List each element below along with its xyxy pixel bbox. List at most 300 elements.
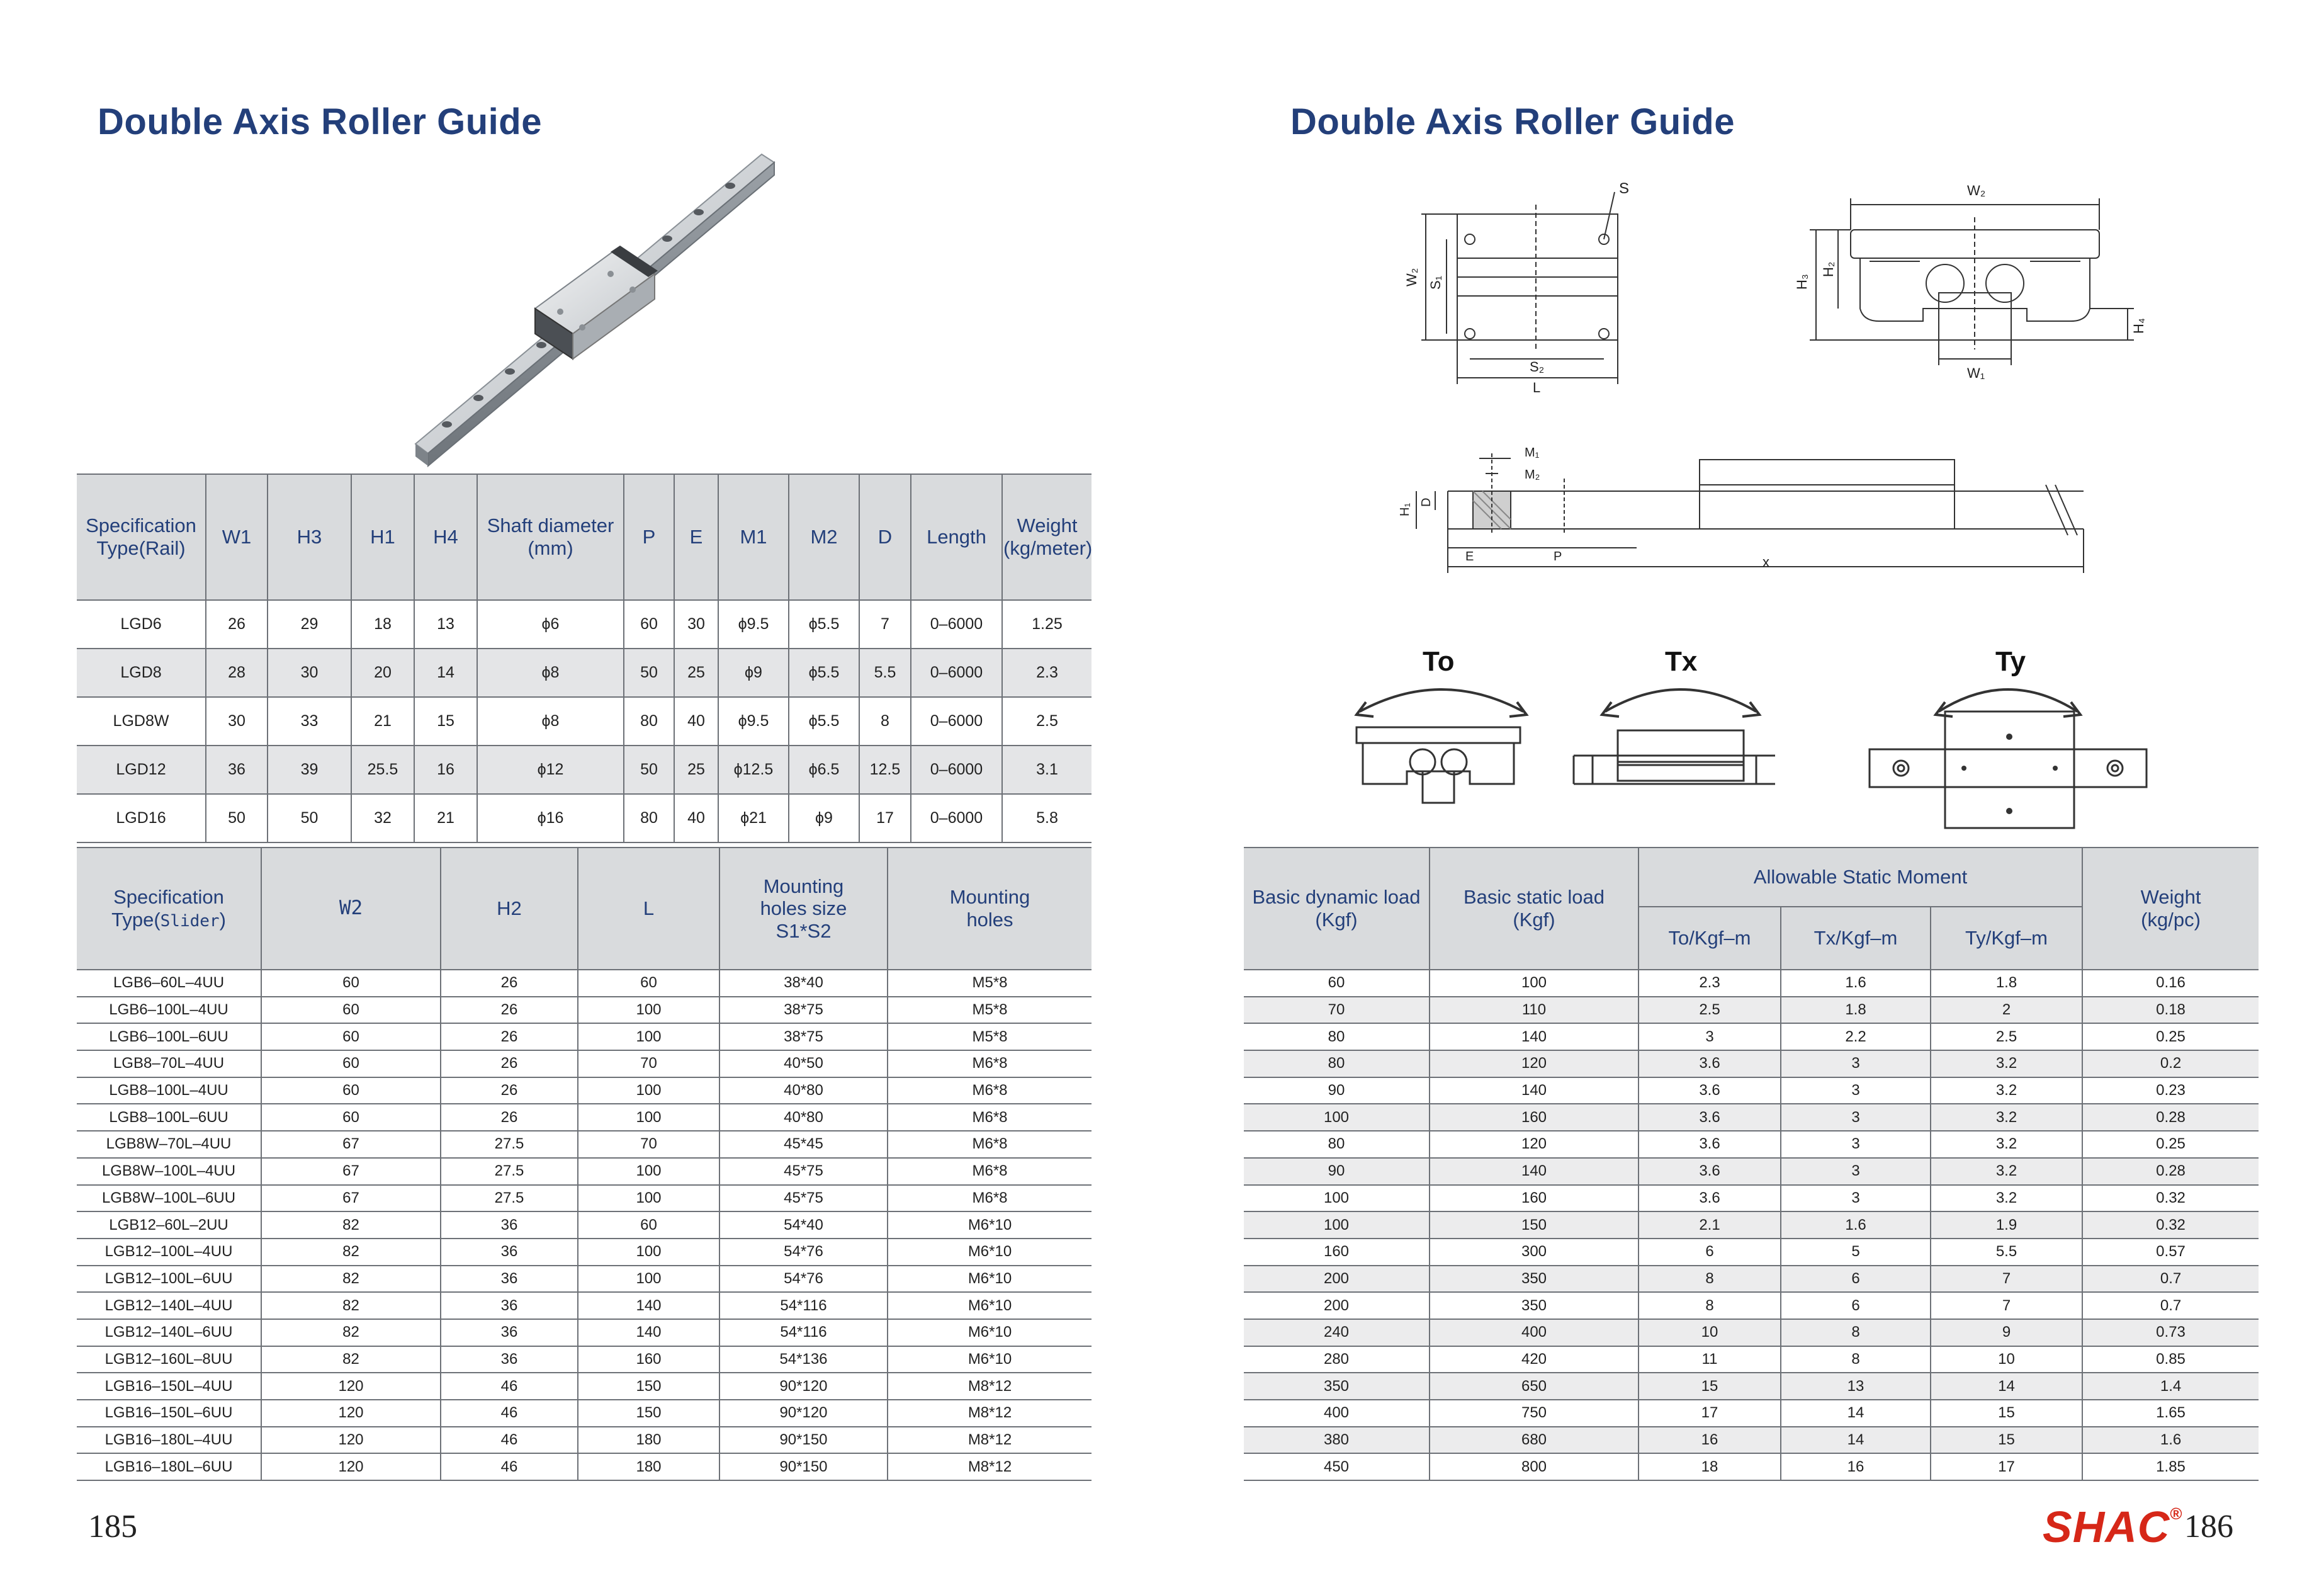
rail-header-h3: H3: [268, 474, 351, 600]
table-cell: 40*80: [719, 1104, 888, 1131]
load-table-row: [1244, 1131, 2259, 1158]
table-cell: 100: [578, 997, 719, 1024]
slider-table-row: [77, 1319, 1091, 1346]
end-view-diagram: [1763, 179, 2153, 394]
table-cell: 6: [1781, 1292, 1931, 1319]
rail-header-shaft: Shaft diameter (mm): [477, 474, 624, 600]
slider-table-row: [77, 1131, 1091, 1158]
table-cell: 0.28: [2082, 1158, 2259, 1185]
table-cell: 3: [1639, 1023, 1781, 1050]
table-cell: 25: [674, 649, 718, 697]
table-cell: 82: [261, 1239, 441, 1266]
load-table-row: [1244, 1292, 2259, 1319]
table-cell: M6*10: [888, 1239, 1091, 1266]
table-cell: 1.4: [2082, 1373, 2259, 1400]
rail-header-length: Length: [911, 474, 1002, 600]
table-cell: LGB6–100L–4UU: [77, 997, 261, 1024]
table-cell: 150: [578, 1400, 719, 1427]
table-cell: 8: [1639, 1266, 1781, 1293]
table-cell: 2.2: [1781, 1023, 1931, 1050]
table-cell: LGB12–140L–4UU: [77, 1292, 261, 1319]
load-table-row: [1244, 1077, 2259, 1104]
table-cell: 70: [1244, 997, 1430, 1024]
rail-table-row: [77, 600, 1091, 649]
page-title-left: Double Axis Roller Guide: [98, 101, 542, 142]
table-cell: 0–6000: [911, 794, 1002, 842]
table-cell: 13: [1781, 1373, 1931, 1400]
load-table-row: [1244, 1373, 2259, 1400]
table-cell: 100: [578, 1077, 719, 1104]
table-cell: 16: [1781, 1453, 1931, 1480]
label-s2: S₂: [1530, 359, 1545, 375]
table-cell: ϕ8: [477, 649, 624, 697]
load-table-row: [1244, 1158, 2259, 1185]
slider-table-row: [77, 1023, 1091, 1050]
table-cell: 36: [441, 1266, 578, 1293]
table-cell: 14: [1931, 1373, 2082, 1400]
table-cell: 7: [1931, 1266, 2082, 1293]
table-cell: 0–6000: [911, 649, 1002, 697]
rail-spec-table: [77, 474, 1091, 843]
table-cell: 60: [624, 600, 674, 649]
table-cell: 3: [1781, 1104, 1931, 1131]
label-s1: S₁: [1428, 275, 1443, 290]
table-cell: 3.6: [1639, 1104, 1781, 1131]
label-s: S: [1619, 180, 1630, 197]
slider-table-row: [77, 1266, 1091, 1293]
table-cell: LGB12–100L–4UU: [77, 1239, 261, 1266]
moment-tx-diagram: [1567, 642, 1775, 819]
table-cell: 46: [441, 1373, 578, 1400]
table-cell: 67: [261, 1158, 441, 1185]
table-cell: 14: [1781, 1427, 1931, 1454]
label-tx: Tx: [1665, 646, 1698, 677]
table-cell: LGB12–160L–8UU: [77, 1346, 261, 1373]
table-cell: 26: [441, 1077, 578, 1104]
table-cell: 160: [578, 1346, 719, 1373]
table-cell: 10: [1639, 1319, 1781, 1346]
table-cell: 0.73: [2082, 1319, 2259, 1346]
table-cell: 50: [268, 794, 351, 842]
load-header-dynamic: Basic dynamic load (Kgf): [1244, 848, 1430, 970]
table-cell: 180: [578, 1427, 719, 1454]
table-cell: M6*8: [888, 1131, 1091, 1158]
load-table-row: [1244, 1239, 2259, 1266]
table-cell: 0.32: [2082, 1185, 2259, 1212]
table-cell: 0.23: [2082, 1077, 2259, 1104]
rail-table-row: [77, 697, 1091, 746]
page-number-right: 186: [2184, 1509, 2233, 1545]
table-cell: 15: [1931, 1400, 2082, 1427]
table-cell: ϕ5.5: [789, 600, 859, 649]
table-cell: 54*116: [719, 1292, 888, 1319]
table-cell: 18: [1639, 1453, 1781, 1480]
table-cell: 60: [261, 1077, 441, 1104]
table-cell: 100: [1244, 1211, 1430, 1239]
table-cell: 800: [1430, 1453, 1639, 1480]
table-cell: 30: [268, 649, 351, 697]
load-table-row: [1244, 1211, 2259, 1239]
rail-header-h4: H4: [414, 474, 477, 600]
slider-header-spec-line2b: Slider: [160, 911, 220, 931]
table-cell: 40*50: [719, 1050, 888, 1077]
load-table-row: [1244, 1266, 2259, 1293]
slider-table-row: [77, 1211, 1091, 1239]
table-cell: 160: [1430, 1185, 1639, 1212]
table-cell: 39: [268, 746, 351, 794]
table-cell: 350: [1244, 1373, 1430, 1400]
table-cell: 2.1: [1639, 1211, 1781, 1239]
table-cell: 2.5: [1002, 697, 1091, 746]
moment-ty-diagram: [1863, 642, 2153, 831]
table-cell: 60: [1244, 970, 1430, 997]
slider-table-row: [77, 1346, 1091, 1373]
load-table-row: [1244, 970, 2259, 997]
label-l: L: [1533, 380, 1541, 394]
table-cell: M6*10: [888, 1211, 1091, 1239]
table-cell: 25: [674, 746, 718, 794]
slider-table-row: [77, 1373, 1091, 1400]
table-cell: 50: [206, 794, 268, 842]
table-cell: 140: [578, 1292, 719, 1319]
table-cell: 29: [268, 600, 351, 649]
table-cell: M6*10: [888, 1319, 1091, 1346]
table-cell: 26: [441, 997, 578, 1024]
slider-table-row: [77, 1050, 1091, 1077]
table-cell: 38*75: [719, 1023, 888, 1050]
slider-table-row: [77, 997, 1091, 1024]
table-cell: ϕ8: [477, 697, 624, 746]
table-cell: 33: [268, 697, 351, 746]
load-table-row: [1244, 1050, 2259, 1077]
table-cell: M6*8: [888, 1158, 1091, 1185]
table-cell: 36: [441, 1239, 578, 1266]
label-w2: W₂: [1404, 268, 1419, 286]
table-cell: 350: [1430, 1292, 1639, 1319]
table-cell: 90: [1244, 1158, 1430, 1185]
slider-table-row: [77, 1292, 1091, 1319]
table-cell: 16: [414, 746, 477, 794]
table-cell: LGD8W: [77, 697, 206, 746]
table-cell: 60: [261, 1050, 441, 1077]
top-view-diagram: [1397, 179, 1662, 394]
label-m1: M₁: [1525, 446, 1540, 460]
label-h4: H₄: [2131, 318, 2146, 334]
load-header-to: To/Kgf–m: [1639, 907, 1781, 970]
table-cell: LGB8W–100L–6UU: [77, 1185, 261, 1212]
slider-header-spec: [77, 848, 261, 970]
table-cell: 1.8: [1781, 997, 1931, 1024]
label-m2: M₂: [1525, 468, 1540, 482]
table-cell: 14: [414, 649, 477, 697]
table-cell: 750: [1430, 1400, 1639, 1427]
table-cell: 100: [578, 1023, 719, 1050]
load-table-row: [1244, 1400, 2259, 1427]
slider-header-w2: W2: [261, 848, 441, 970]
rail-header-row: [77, 474, 1091, 600]
slider-header-holes: Mounting holes: [888, 848, 1091, 970]
table-cell: 140: [1430, 1158, 1639, 1185]
table-cell: 3.6: [1639, 1131, 1781, 1158]
slider-header-spec-line1: Specification: [113, 886, 224, 909]
table-cell: 26: [441, 1104, 578, 1131]
table-cell: 7: [859, 600, 911, 649]
table-cell: 650: [1430, 1373, 1639, 1400]
table-cell: 8: [1639, 1292, 1781, 1319]
table-cell: M6*8: [888, 1185, 1091, 1212]
slider-header-spec-line2a: Type(: [111, 908, 161, 931]
table-cell: 1.25: [1002, 600, 1091, 649]
load-table-row: [1244, 1185, 2259, 1212]
table-cell: LGB8–100L–4UU: [77, 1077, 261, 1104]
table-cell: M8*12: [888, 1400, 1091, 1427]
slider-table-row: [77, 1185, 1091, 1212]
load-moment-table: [1244, 847, 2259, 1481]
table-cell: 32: [351, 794, 414, 842]
slider-spec-table: [77, 847, 1091, 1481]
table-cell: ϕ16: [477, 794, 624, 842]
table-cell: 140: [1430, 1023, 1639, 1050]
table-cell: 3.2: [1931, 1104, 2082, 1131]
rail-header-m1: M1: [718, 474, 789, 600]
table-cell: M6*8: [888, 1050, 1091, 1077]
table-cell: ϕ12: [477, 746, 624, 794]
table-cell: M5*8: [888, 997, 1091, 1024]
table-cell: 3.2: [1931, 1050, 2082, 1077]
table-cell: LGB12–140L–6UU: [77, 1319, 261, 1346]
table-cell: 100: [578, 1158, 719, 1185]
table-cell: LGB12–100L–6UU: [77, 1266, 261, 1293]
table-cell: 30: [206, 697, 268, 746]
table-cell: 38*40: [719, 970, 888, 997]
table-cell: M6*10: [888, 1292, 1091, 1319]
table-cell: 300: [1430, 1239, 1639, 1266]
table-cell: 25.5: [351, 746, 414, 794]
table-cell: 5.8: [1002, 794, 1091, 842]
table-cell: 17: [859, 794, 911, 842]
rail-header-p: P: [624, 474, 674, 600]
table-cell: LGB16–180L–6UU: [77, 1453, 261, 1480]
table-cell: 200: [1244, 1266, 1430, 1293]
table-cell: 18: [351, 600, 414, 649]
slider-table-row: [77, 970, 1091, 997]
table-cell: 350: [1430, 1266, 1639, 1293]
table-cell: M8*12: [888, 1427, 1091, 1454]
table-cell: 1.8: [1931, 970, 2082, 997]
table-cell: 110: [1430, 997, 1639, 1024]
table-cell: 21: [414, 794, 477, 842]
table-cell: 140: [1430, 1077, 1639, 1104]
table-cell: 0.57: [2082, 1239, 2259, 1266]
table-cell: 3: [1781, 1158, 1931, 1185]
table-cell: LGB16–180L–4UU: [77, 1427, 261, 1454]
load-header-weight: Weight (kg/pc): [2082, 848, 2259, 970]
table-cell: 120: [1430, 1131, 1639, 1158]
table-cell: 120: [261, 1427, 441, 1454]
slider-table-row: [77, 1239, 1091, 1266]
table-cell: LGB16–150L–4UU: [77, 1373, 261, 1400]
table-cell: 280: [1244, 1346, 1430, 1373]
label-to: To: [1423, 646, 1455, 677]
table-cell: 90*150: [719, 1453, 888, 1480]
table-cell: 1.6: [1781, 1211, 1931, 1239]
table-cell: LGB8–70L–4UU: [77, 1050, 261, 1077]
slider-header-row: [77, 848, 1091, 970]
table-cell: 0.18: [2082, 997, 2259, 1024]
table-cell: 38*75: [719, 997, 888, 1024]
table-cell: ϕ9.5: [718, 600, 789, 649]
table-cell: 380: [1244, 1427, 1430, 1454]
table-cell: 100: [578, 1104, 719, 1131]
label-w2-end: W₂: [1967, 183, 1986, 198]
table-cell: 54*40: [719, 1211, 888, 1239]
table-cell: 70: [578, 1131, 719, 1158]
table-cell: ϕ9.5: [718, 697, 789, 746]
table-cell: 2: [1931, 997, 2082, 1024]
table-cell: 50: [624, 649, 674, 697]
table-cell: 140: [578, 1319, 719, 1346]
table-cell: 5.5: [1931, 1239, 2082, 1266]
table-cell: 54*136: [719, 1346, 888, 1373]
table-cell: 36: [441, 1319, 578, 1346]
table-cell: 15: [1639, 1373, 1781, 1400]
table-cell: 1.9: [1931, 1211, 2082, 1239]
table-cell: 0–6000: [911, 600, 1002, 649]
table-cell: 45*45: [719, 1131, 888, 1158]
table-cell: 6: [1781, 1266, 1931, 1293]
table-cell: ϕ12.5: [718, 746, 789, 794]
table-cell: 0.85: [2082, 1346, 2259, 1373]
load-table-row: [1244, 1319, 2259, 1346]
table-cell: 15: [414, 697, 477, 746]
table-cell: 5.5: [859, 649, 911, 697]
load-header-ty: Ty/Kgf–m: [1931, 907, 2082, 970]
table-cell: 3.2: [1931, 1158, 2082, 1185]
table-cell: 45*75: [719, 1158, 888, 1185]
table-cell: 28: [206, 649, 268, 697]
label-p: P: [1554, 550, 1562, 564]
label-x: x: [1763, 554, 1769, 570]
table-cell: 0–6000: [911, 746, 1002, 794]
table-cell: 1.6: [2082, 1427, 2259, 1454]
table-cell: 3.2: [1931, 1077, 2082, 1104]
table-cell: 3.6: [1639, 1050, 1781, 1077]
table-cell: 80: [624, 697, 674, 746]
table-cell: 0.7: [2082, 1292, 2259, 1319]
table-cell: 3: [1781, 1077, 1931, 1104]
table-cell: 100: [1244, 1104, 1430, 1131]
table-cell: LGD12: [77, 746, 206, 794]
table-cell: 36: [441, 1346, 578, 1373]
table-cell: 100: [1244, 1185, 1430, 1212]
rail-table-row: [77, 649, 1091, 697]
slider-table-row: [77, 1104, 1091, 1131]
load-header-tx: Tx/Kgf–m: [1781, 907, 1931, 970]
table-cell: 80: [1244, 1050, 1430, 1077]
label-h1: H₁: [1398, 502, 1412, 516]
table-cell: 180: [578, 1453, 719, 1480]
logo-text: SHAC: [2043, 1502, 2170, 1551]
load-table-row: [1244, 997, 2259, 1024]
table-cell: 0.28: [2082, 1104, 2259, 1131]
table-cell: 90*150: [719, 1427, 888, 1454]
table-cell: 8: [1781, 1346, 1931, 1373]
table-cell: 400: [1430, 1319, 1639, 1346]
label-w1: W₁: [1967, 365, 1985, 381]
table-cell: M6*8: [888, 1077, 1091, 1104]
side-view-diagram: [1385, 441, 2159, 579]
rail-header-d: D: [859, 474, 911, 600]
table-cell: 60: [578, 1211, 719, 1239]
table-cell: 70: [578, 1050, 719, 1077]
table-cell: 240: [1244, 1319, 1430, 1346]
table-cell: LGB8W–100L–4UU: [77, 1158, 261, 1185]
table-cell: M6*8: [888, 1104, 1091, 1131]
table-cell: 40: [674, 794, 718, 842]
table-cell: 15: [1931, 1427, 2082, 1454]
table-cell: 680: [1430, 1427, 1639, 1454]
label-d: D: [1419, 497, 1433, 507]
table-cell: 3.6: [1639, 1185, 1781, 1212]
table-cell: ϕ9: [718, 649, 789, 697]
slider-header-h2: H2: [441, 848, 578, 970]
table-cell: 36: [441, 1211, 578, 1239]
table-cell: 100: [1430, 970, 1639, 997]
slider-header-spec-line2c: ): [219, 908, 226, 931]
table-cell: 150: [578, 1373, 719, 1400]
page-number-left: 185: [88, 1509, 137, 1545]
table-cell: 36: [441, 1292, 578, 1319]
table-cell: 450: [1244, 1453, 1430, 1480]
table-cell: 27.5: [441, 1158, 578, 1185]
table-cell: 60: [261, 970, 441, 997]
table-cell: M6*10: [888, 1346, 1091, 1373]
table-cell: 400: [1244, 1400, 1430, 1427]
table-cell: 2.5: [1639, 997, 1781, 1024]
table-cell: 3.2: [1931, 1185, 2082, 1212]
table-cell: ϕ5.5: [789, 697, 859, 746]
product-photo: [403, 145, 793, 472]
table-cell: M8*12: [888, 1373, 1091, 1400]
table-cell: 80: [1244, 1023, 1430, 1050]
table-cell: 2.3: [1002, 649, 1091, 697]
moment-to-diagram: [1347, 642, 1536, 819]
table-cell: 100: [578, 1185, 719, 1212]
table-cell: 3.1: [1002, 746, 1091, 794]
table-cell: LGB16–150L–6UU: [77, 1400, 261, 1427]
rail-header-e: E: [674, 474, 718, 600]
load-header-moment-group: Allowable Static Moment: [1639, 848, 2082, 907]
slider-table-row: [77, 1427, 1091, 1454]
table-cell: 1.65: [2082, 1400, 2259, 1427]
load-table-row: [1244, 1104, 2259, 1131]
table-cell: LGD16: [77, 794, 206, 842]
table-cell: 46: [441, 1453, 578, 1480]
table-cell: 20: [351, 649, 414, 697]
table-cell: 120: [261, 1373, 441, 1400]
table-cell: 3.6: [1639, 1077, 1781, 1104]
table-cell: 150: [1430, 1211, 1639, 1239]
table-cell: 54*76: [719, 1266, 888, 1293]
table-cell: 12.5: [859, 746, 911, 794]
slider-table-row: [77, 1158, 1091, 1185]
table-cell: 45*75: [719, 1185, 888, 1212]
label-h2: H₂: [1820, 261, 1836, 277]
table-cell: 90*120: [719, 1373, 888, 1400]
table-cell: 82: [261, 1266, 441, 1293]
load-table-row: [1244, 1023, 2259, 1050]
table-cell: 82: [261, 1346, 441, 1373]
